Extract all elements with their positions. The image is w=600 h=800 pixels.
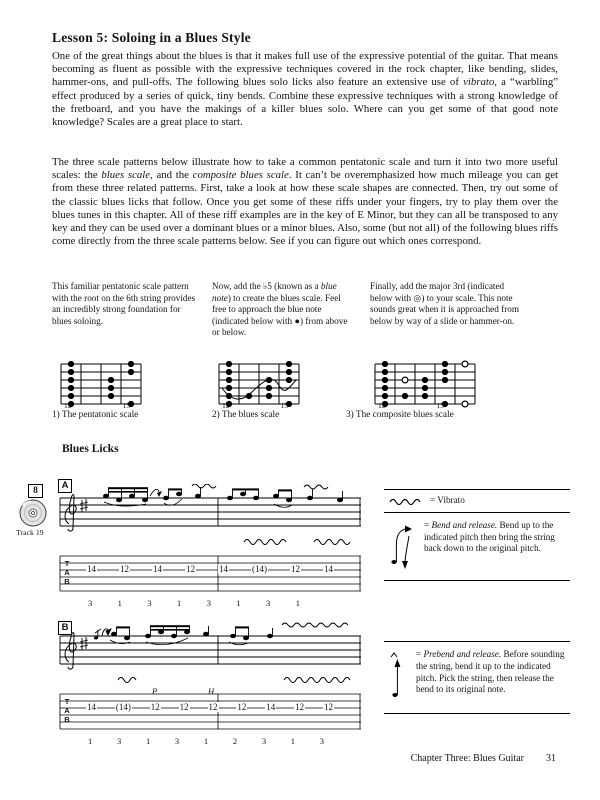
composite-scale-column-text: Finally, add the major 3rd (indicated below with ◎) to your scale. This note sounds great when it is approached from below by way of a slide or hammer-on. [370,281,520,326]
pull-off-label: P [152,686,158,696]
caption-pentatonic: 1) The pentatonic scale [52,410,139,420]
rehearsal-letter-a: A [58,479,72,493]
caption-composite: 3) The composite blues scale [346,410,454,420]
bend-release-icon [388,520,416,572]
finger-numbers-row-b: 1 3 1 3 1 2 3 1 3 [88,736,324,746]
notation-staff-b [58,622,363,740]
tab-clef-letters-a: T A B [64,559,70,586]
legend-prebend-row [384,642,570,713]
tab-clef-letters-b: T A B [64,697,70,724]
notation-staff-a [58,484,363,602]
scale-patterns-paragraph: The three scale patterns below illustrate how to take a common pentatonic scale and turn it into two more useful scales: the blues scale, and the composite blues scale. It can’t be overemphasized how much mileage you can get from these three related patterns. First, take a look at how these scale shapes are connected. Then, try out some of the classic blues licks that follow. Once you get some of these riffs under your fingers, try to play them over the blues tunes in this chapter. All of these riff examples are in the key of E Minor, but they can all be transposed to any key and they can be used over a dominant blues or a minor blues. Also, some (but not all) of the following blues riffs come directly from the three scale patterns below. See if you can figure out which ones correspond. [52,156,559,248]
lesson-title: Lesson 5: Soloing in a Blues Style [52,30,251,45]
track-label: Track 19 [16,528,44,537]
footer-chapter-title: Chapter Three: Blues Guitar [410,753,524,764]
bend-release-text: = Bend and release. Bend up to the indicated pitch then bring the string back down to the original pitch. [424,519,555,554]
example-number-badge: 8 [28,484,43,498]
legend-vibrato-row [384,490,570,512]
fret-labels-3: 12 15 [378,401,444,410]
fret-labels-1: 12 15 [64,401,130,410]
blues-licks-heading: Blues Licks [62,443,119,455]
tab-numbers-row-a: 14 12 14 12 14 (14) 12 14 [87,564,333,574]
footer-page-number: 31 [546,753,556,764]
intro-paragraph: One of the great things about the blues is that it makes full use of the expressive potential of the guitar. That means becoming as fluent as possible with the expressive techniques covered in the rock chapter, like bending, slides, hammer-ons, and pull-offs. The following blues solo licks also feature an extensive use of vibrato, a “warbling” effect produced by a series of quick, tiny bends. Combine these expressive techniques with a strong knowledge of the fretboard, and you have the makings of a killer blues solo. Where can you get some of that good note knowledge? Scales are a great place to start. [52,50,559,129]
legend-prebend [384,641,570,714]
vibrato-label: = Vibrato [430,495,465,505]
legend-bend-row [384,513,570,580]
prebend-release-icon [388,649,408,705]
fret-labels-2: 12 15 [222,401,288,410]
finger-numbers-row-a: 3 1 3 1 3 1 3 1 [88,598,300,608]
caption-blues: 2) The blues scale [212,410,280,420]
blues-scale-column-text: Now, add the ♭5 (known as a blue note) to create the blues scale. Feel free to approach the blue note (indicated below with ●) from above or below. [212,281,348,337]
cd-icon [15,499,51,529]
hammer-on-label: H [208,686,215,696]
vibrato-icon [388,496,422,506]
rehearsal-letter-b: B [58,621,72,635]
prebend-release-text: = Prebend and release. Before sounding the string, bend it up to the indicated pitch. Pick the string, then release the bend to its original note. [416,649,565,695]
tab-numbers-row-b: 14 (14) 12 12 12 12 14 12 12 [87,702,333,712]
legend-vibrato-bend [384,489,570,581]
pentatonic-column-text: This familiar pentatonic scale pattern with the root on the 6th string provides an incredibly strong foundation for blues soloing. [52,281,196,326]
